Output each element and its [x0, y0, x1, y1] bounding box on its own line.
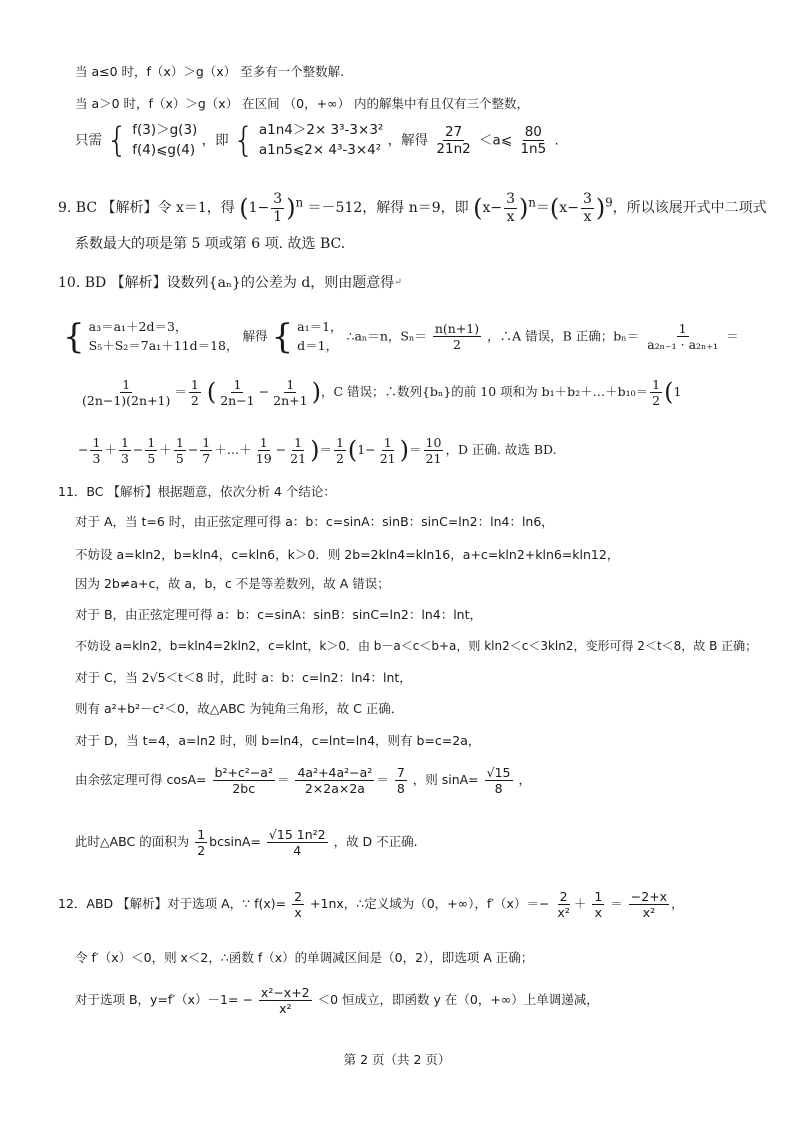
- q11-d1: 对于 D，当 t=4，a=ln2 时，则 b=ln4，c=lnt=ln4，则有 b=c=2a，: [75, 733, 481, 748]
- q11-d2: 由余弦定理可得 cosA= $\frac{\text{b²+c²−a²}}{2bc}$ ＝ $\frac{\text{4a²+4a²−a²}}{2\times 2a\times 2a}$ ＝ $\frac{7}{8}$ ，则 sinA= $\frac{√15}{8}$ ，: [75, 765, 532, 797]
- text-line: 当 a≤0 时，f（x）＞g（x） 至多有一个整数解.: [75, 64, 345, 79]
- q11-head: 11．BC 【解析】根据题意，依次分析 4 个结论：: [58, 484, 336, 499]
- q10-line3: − $\frac{1}{3}$ ＋ $\frac{1}{3}$ − $\frac{1}{5}$ ＋ $\frac{1}{5}$ − $\frac{1}{7}$ ＋…＋ $\frac{1}{19}$ − $\frac{1}{21}$ )＝ $\frac{1}{2}$ (1− $\frac{1}{21}$ )＝ $\frac{10}{21}$ ，D 正确. 故选 BD.: [78, 435, 557, 467]
- q11-b1: 对于 B，由正弦定理可得 a：b：c=sinA：sinB：sinC=ln2：ln4：lnt，: [75, 607, 483, 622]
- q12-l3: 对于选项 B，y=f′（x）－1= − $\frac{\text{x²−x+2}}{\text{x²}}$ ＜0 恒成立，即函数 y 在（0，+∞）上单调递减，: [75, 985, 599, 1017]
- text-line: 当 a＞0 时，f（x）＞g（x） 在区间 （0，+∞） 内的解集中有且仅有三个整数，: [75, 96, 529, 111]
- page-footer: 第 2 页（共 2 页）: [343, 1052, 451, 1067]
- q11-a3: 因为 2b≠a+c，故 a，b，c 不是等差数列，故 A 错误；: [75, 576, 390, 591]
- q11-c1: 对于 C，当 2√5＜t＜8 时，此时 a：b：c=ln2：ln4：lnt，: [75, 670, 412, 685]
- q11-b2: 不妨设 a=kln2，b=kln4=2kln2，c=klnt，k＞0．由 b－a＜c＜b+a，则 kln2＜c＜3kln2，变形可得 2＜t＜8，故 B 正确；: [75, 639, 758, 653]
- q10-line1: { a₃＝a₁＋2d＝3， S₅＋S₂＝7a₁＋11d＝18， 解得 { a₁＝1， d＝1， ∴aₙ＝n，Sₙ＝ $\frac{n(n+1)}{2}$ ，∴A 错误，B 正确；bₙ＝ $\frac{1}{\text{a₂ₙ₋₁ · a₂ₙ₊₁}}$ ＝: [63, 316, 739, 357]
- q11-a2: 不妨设 a=kln2，b=kln4，c=kln6，k＞0．则 2b=2kln4=kln16，a+c=kln2+kln6=kln12，: [75, 547, 620, 562]
- q11-a1: 对于 A，当 t=6 时，由正弦定理可得 a：b：c=sinA：sinB：sinC=ln2：ln4：ln6，: [75, 514, 554, 529]
- q12-l2: 令 f′（x）＜0，则 x＜2，∴函数 f（x）的单调减区间是（0，2），即选项 A 正确；: [75, 950, 534, 965]
- q10-head: 10. BD 【解析】设数列{aₙ}的公差为 d，则由题意得↵: [58, 275, 402, 291]
- q9-line2: 系数最大的项是第 5 项或第 6 项. 故选 BC.: [75, 236, 346, 252]
- q11-c2: 则有 a²+b²－c²＜0，故△ABC 为钝角三角形，故 C 正确．: [75, 701, 404, 716]
- q9-line1: 9. BC 【解析】令 x＝1，得 (1− $\frac{3}{1}$ )$^n$ ＝－512，解得 n＝9，即 (x− $\frac{3}{x}$ )$^n$＝(x− $\frac{3}{x}$ )$^9$，所以该展开式中二项式: [58, 191, 767, 225]
- q12-head: 12．ABD 【解析】对于选项 A，∵ f(x)= $\frac{2}{x}$ +1nx，∴定义域为（0，+∞），f′（x）＝− $\frac{2}{\text{x²}}$ ＋ $\frac{1}{x}$ ＝ $\frac{-2+x}{\text{x²}}$ ，: [58, 889, 684, 921]
- q10-line2: $\frac{1}{(2n-1)(2n+1)}$ ＝ $\frac{1}{2}$ ( $\frac{1}{2n-1}$ − $\frac{1}{2n+1}$ )，C 错误；∴数列{bₙ}的前 10 项和为 b₁＋b₂＋…＋b₁₀＝ $\frac{1}{2}$ (1: [82, 377, 682, 409]
- q11-d3: 此时△ABC 的面积为 $\frac{1}{2}$ bcsinA= $\frac{\text{√15 1n²2}}{4}$ ，故 D 不正确.: [75, 827, 418, 859]
- equation-system: 只需 { f(3)＞g(3) f(4)⩽g(4) ，即 { a1n4＞2× 3³-3×3² a1n5⩽2× 4³-3×4² ，解得 $\frac{27}{21n2}$ ＜a⩽ $\frac{80}{1n5}$ .: [75, 120, 559, 161]
